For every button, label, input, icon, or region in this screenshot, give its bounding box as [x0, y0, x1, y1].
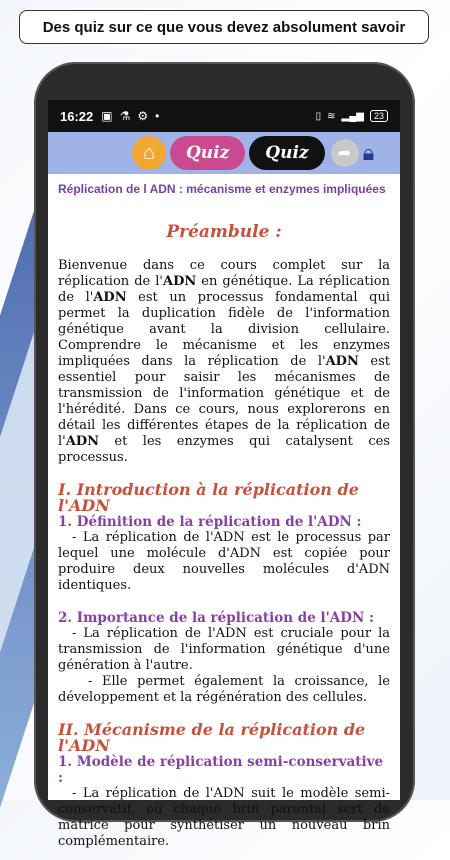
- course-content: [48, 224, 400, 850]
- s1-sub2-text1: - La réplication de l'ADN est cruciale pour la transmission de l'information génétique d'une génération à l'autre.: [58, 626, 390, 673]
- home-button[interactable]: [132, 136, 166, 170]
- s2-sub1-text: - La réplication de l'ADN suit le modèle semi-conservatif, où chaque brin parental sert de matrice pour synthétiser un nouveau brin complémentaire.: [58, 786, 390, 849]
- quiz-button-black-label: Quiz: [265, 143, 309, 163]
- signal-icon: ▂▄▆: [341, 110, 364, 122]
- status-right-group: [316, 110, 388, 122]
- app-toolbar: [48, 132, 400, 174]
- home-icon: ⌂: [142, 141, 156, 164]
- quiz-button-black[interactable]: [249, 136, 324, 170]
- s1-sub1-heading: 1. Définition de la réplication de l'ADN :: [58, 514, 362, 530]
- page-title: Réplication de l ADN : mécanisme et enzymes impliquées: [58, 182, 386, 196]
- promo-banner: [19, 10, 429, 44]
- lock-icon: 🔒︎: [362, 140, 375, 165]
- status-time: 16:22: [60, 108, 94, 124]
- preamble-title: Préambule :: [166, 222, 282, 242]
- status-bar: [48, 100, 400, 132]
- lock-button[interactable]: [363, 140, 375, 166]
- s1-sub2-text2: - Elle permet également la croissance, le développement et la régénération des cellules.: [58, 674, 390, 705]
- share-arrow-icon: ➦: [337, 145, 352, 162]
- battery-icon: 23: [370, 110, 388, 122]
- quiz-button-pink-label: Quiz: [186, 143, 230, 163]
- notification-icon: ▣: [101, 109, 113, 123]
- promo-banner-text: Des quiz sur ce que vous devez absolument savoir: [42, 18, 406, 36]
- s1-sub1-text: - La réplication de l'ADN est le processus par lequel une molécule d'ADN est copiée pour produire deux nouvelles molécules d'ADN identiques.: [58, 530, 390, 593]
- s2-sub1-heading: 1. Modèle de réplication semi-conservative :: [58, 754, 384, 786]
- vibrate-icon: ▯: [315, 110, 322, 122]
- section2-heading: II. Mécanisme de la réplication de l'ADN: [58, 720, 366, 755]
- phone-screen: [48, 100, 400, 849]
- section1-heading: I. Introduction à la réplication de l'ADN: [58, 480, 359, 515]
- wifi-icon: ≋: [327, 110, 336, 122]
- s1-sub2-heading: 2. Importance de la réplication de l'ADN :: [58, 610, 375, 626]
- quiz-button-pink[interactable]: [170, 136, 245, 170]
- intro-paragraph: Bienvenue dans ce cours complet sur la réplication de l'ADN en génétique. La réplication de l'ADN est un processus fondamental qui permet la duplication fidèle de l'information génétique avant la division cellulaire. Comprendre le mécanisme et les enzymes impliquées dans la réplication de l'ADN est essentiel pour saisir les mécanismes de transmission de l'information génétique et de l'hérédité. Dans ce cours, nous explorerons en détail les différentes étapes de la réplication de l'ADN et les enzymes qui catalysent ces processus.: [58, 258, 391, 465]
- share-button[interactable]: [331, 139, 359, 167]
- gear-icon: ⚙: [137, 109, 149, 123]
- dot-icon: •: [155, 109, 160, 123]
- flask-icon: ⚗: [119, 109, 131, 123]
